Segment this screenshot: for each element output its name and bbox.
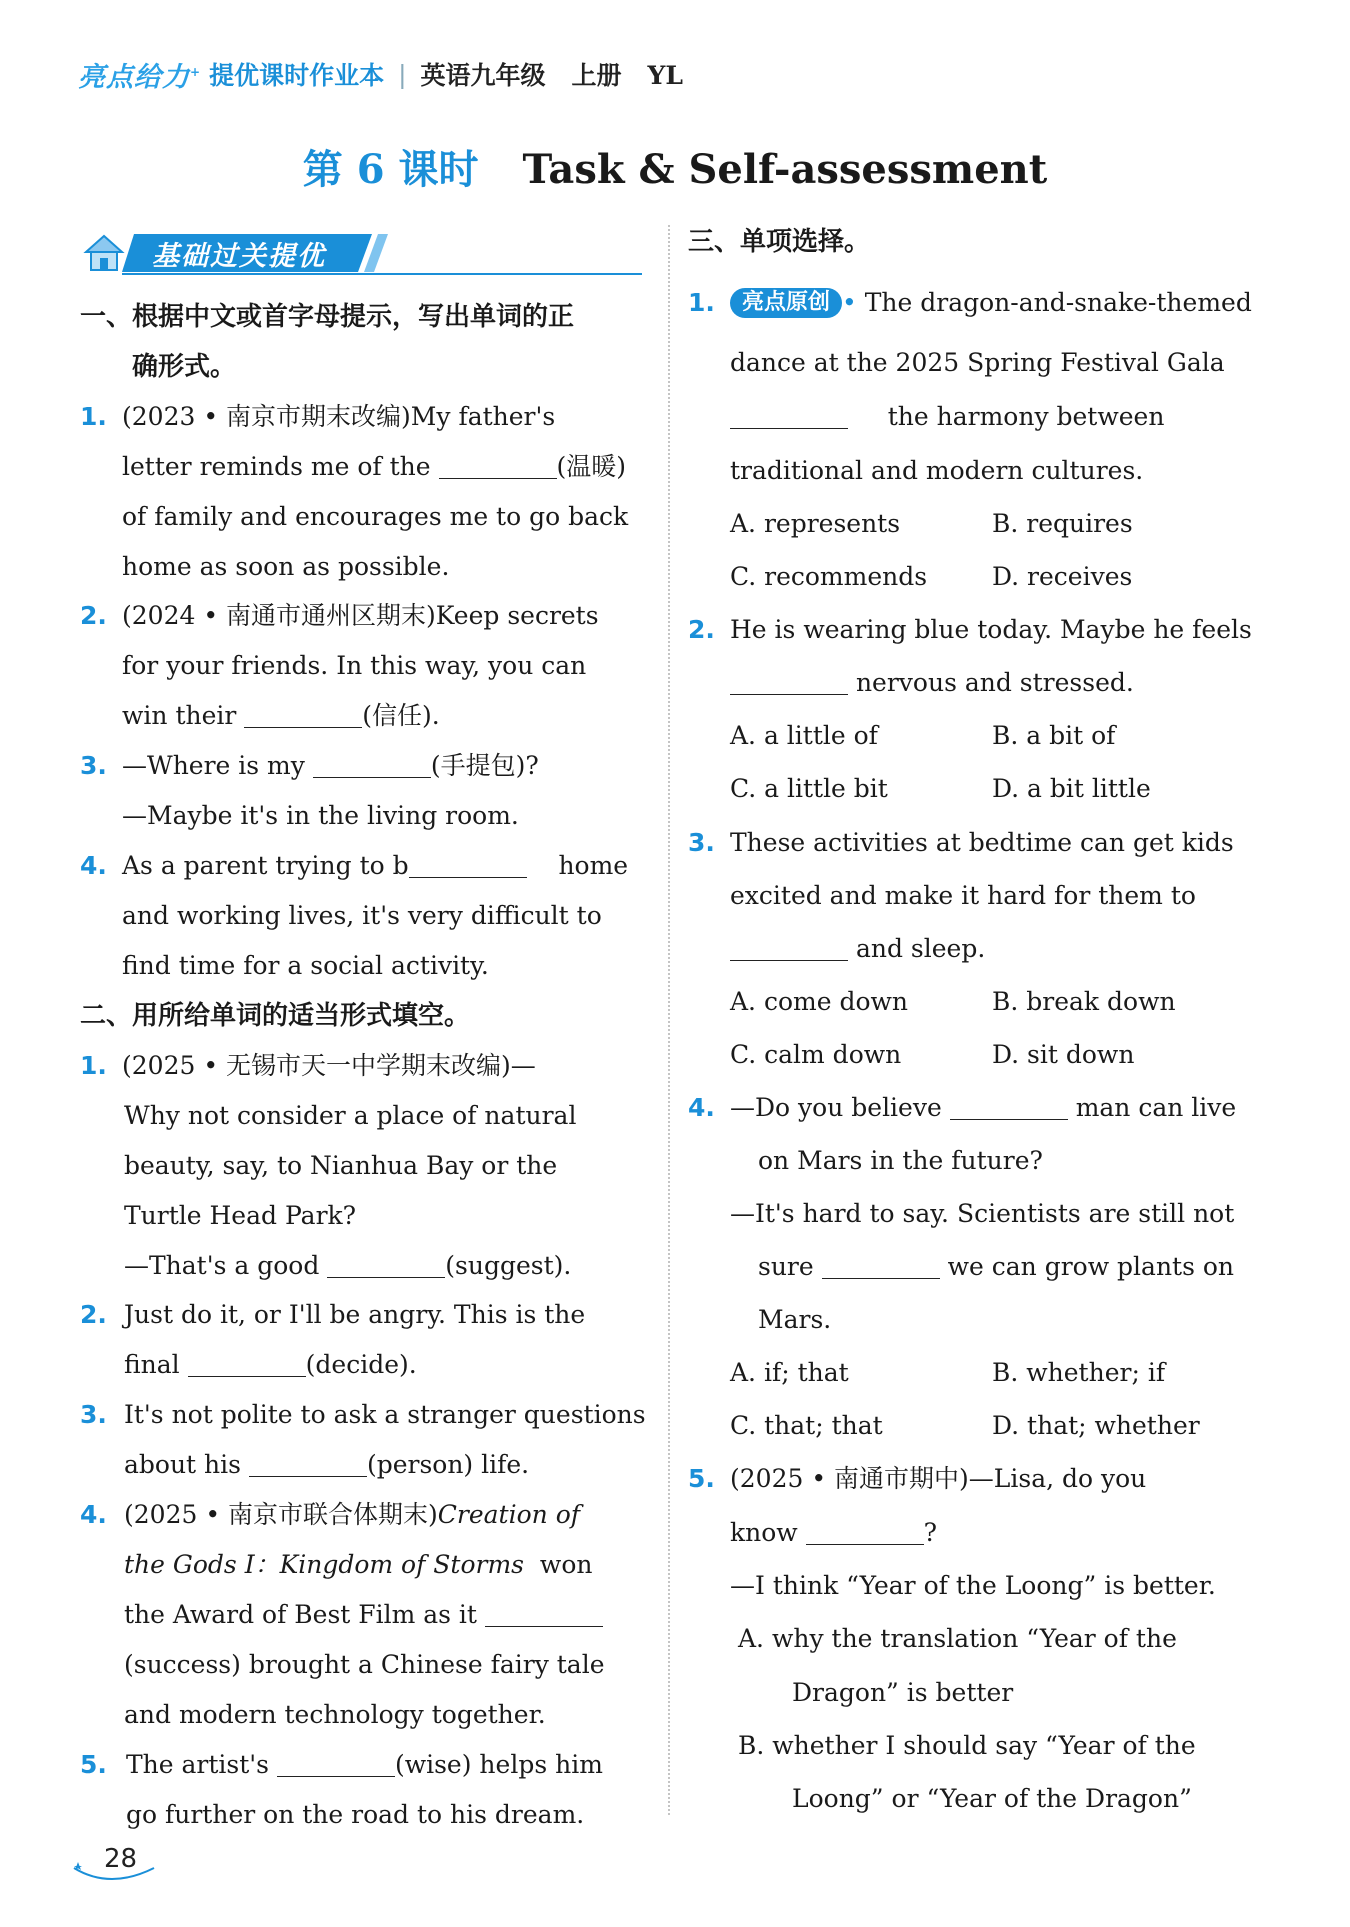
option-d[interactable]: D. sit down <box>992 1040 1135 1069</box>
question-text: dance at the 2025 Spring Festival Gala <box>730 348 1225 377</box>
question-text: of family and encourages me to go back <box>122 502 629 531</box>
answer-blank[interactable] <box>409 851 527 878</box>
section-3-heading: 三、单项选择。 <box>688 227 871 257</box>
page-number: 28 <box>104 1844 138 1874</box>
option-b[interactable]: B. whether I should say “Year of the <box>738 1731 1196 1760</box>
answer-blank[interactable] <box>806 1518 924 1545</box>
question-text: Just do it, or I'll be angry. This is the <box>124 1300 586 1329</box>
option-d[interactable]: D. receives <box>992 562 1133 591</box>
question-line: the harmony between <box>730 400 1164 434</box>
page-header <box>78 52 709 96</box>
question-number: 2. <box>688 615 715 644</box>
question-number: 3. <box>80 751 107 780</box>
option-d[interactable]: D. that; whether <box>992 1411 1200 1440</box>
question-text: —It's hard to say. Scientists are still not <box>730 1199 1235 1228</box>
option-c[interactable]: C. recommends <box>730 562 928 591</box>
answer-blank[interactable] <box>485 1600 603 1627</box>
question-number: 3. <box>688 828 715 857</box>
section-banner <box>82 230 642 276</box>
answer-blank[interactable] <box>730 934 848 961</box>
question-number: 3. <box>80 1400 107 1429</box>
lesson-number: 第 6 课时 <box>302 146 479 193</box>
section-1-heading: 一、根据中文或首字母提示，写出单词的正 <box>80 302 575 332</box>
option-a[interactable]: A. why the translation “Year of the <box>738 1624 1177 1653</box>
answer-blank[interactable] <box>327 1251 445 1278</box>
answer-blank[interactable] <box>188 1350 306 1377</box>
option-a-cont: Dragon” is better <box>792 1678 1014 1707</box>
question-text: (success) brought a Chinese fairy tale <box>124 1650 605 1679</box>
house-icon <box>86 236 122 270</box>
answer-blank[interactable] <box>244 701 362 728</box>
question-text: Why not consider a place of natural <box>124 1101 577 1130</box>
answer-blank[interactable] <box>249 1450 367 1477</box>
question-line: the Award of Best Film as it <box>124 1598 603 1632</box>
question-text: These activities at bedtime can get kids <box>730 828 1234 857</box>
question-text: (2025 • 南通市期中)—Lisa, do you <box>730 1464 1147 1493</box>
question-line: —Do you believe man can live <box>730 1093 1237 1122</box>
option-a[interactable]: A. if; that <box>730 1358 849 1387</box>
question-text: on Mars in the future? <box>758 1146 1043 1175</box>
brand-logo: 亮点给力+ <box>78 61 202 93</box>
original-badge: 亮点原创 <box>730 288 842 318</box>
question-text: He is wearing blue today. Maybe he feels <box>730 615 1252 644</box>
header-separator: | <box>398 59 407 89</box>
option-c[interactable]: C. that; that <box>730 1411 883 1440</box>
page-title <box>0 138 1350 195</box>
question-line: final (decide). <box>124 1350 417 1379</box>
question-number: 2. <box>80 1300 107 1329</box>
option-b[interactable]: B. requires <box>992 509 1133 538</box>
question-line: sure we can grow plants on <box>758 1252 1235 1281</box>
question-line: and sleep. <box>730 932 985 966</box>
question-number: 1. <box>80 402 107 431</box>
book-info: 英语九年级 上册 YL <box>420 61 683 90</box>
question-number: 4. <box>80 1500 107 1529</box>
question-line: (2025 • 南京市联合体期末)Creation of <box>124 1500 581 1529</box>
question-text: Mars. <box>758 1305 832 1334</box>
column-divider <box>668 225 670 1815</box>
option-a[interactable]: A. a little of <box>730 721 878 750</box>
answer-blank[interactable] <box>730 402 848 429</box>
banner-title: 基础过关提优 <box>152 241 326 272</box>
question-number: 5. <box>80 1750 107 1779</box>
option-b[interactable]: B. whether; if <box>992 1358 1166 1387</box>
answer-blank[interactable] <box>313 751 431 778</box>
question-text: and working lives, it's very difficult to <box>122 901 602 930</box>
question-text: (2025 • 无锡市天一中学期末改编)— <box>122 1051 536 1080</box>
answer-blank[interactable] <box>822 1252 940 1279</box>
question-number: 4. <box>80 851 107 880</box>
question-text: (2024 • 南通市通州区期末)Keep secrets <box>122 601 599 630</box>
question-number: 2. <box>80 601 107 630</box>
question-line: The artist's (wise) helps him <box>126 1750 603 1779</box>
question-text: —Maybe it's in the living room. <box>122 801 519 830</box>
question-text: find time for a social activity. <box>122 951 489 980</box>
question-line: nervous and stressed. <box>730 666 1134 700</box>
question-line: 亮点原创 • The dragon-and-snake-themed <box>730 286 1252 320</box>
answer-blank[interactable] <box>730 668 848 695</box>
question-text: excited and make it hard for them to <box>730 881 1196 910</box>
question-text: beauty, say, to Nianhua Bay or the <box>124 1151 558 1180</box>
section-2-heading: 二、用所给单词的适当形式填空。 <box>80 1001 471 1031</box>
option-a[interactable]: A. represents <box>730 509 901 538</box>
question-line: —Where is my (手提包)? <box>122 751 539 780</box>
option-b[interactable]: B. a bit of <box>992 721 1116 750</box>
question-text: (2023 • 南京市期末改编)My father's <box>122 402 556 431</box>
option-b-cont: Loong” or “Year of the Dragon” <box>792 1784 1192 1813</box>
question-line: —That's a good (suggest). <box>124 1251 572 1280</box>
answer-blank[interactable] <box>439 452 557 479</box>
answer-blank[interactable] <box>277 1750 395 1777</box>
option-d[interactable]: D. a bit little <box>992 774 1151 803</box>
question-text: traditional and modern cultures. <box>730 456 1144 485</box>
section-1-heading-cont: 确形式。 <box>132 352 237 382</box>
question-line: know ? <box>730 1518 938 1547</box>
question-number: 4. <box>688 1093 715 1122</box>
question-line: letter reminds me of the (温暖) <box>122 452 627 481</box>
lesson-topic: Task & Self-assessment <box>522 146 1048 193</box>
question-text: —I think “Year of the Loong” is better. <box>730 1571 1216 1600</box>
question-text: It's not polite to ask a stranger questions <box>124 1400 646 1429</box>
option-c[interactable]: C. a little bit <box>730 774 888 803</box>
question-line: win their (信任). <box>122 701 440 730</box>
question-number: 1. <box>688 288 715 317</box>
question-text: go further on the road to his dream. <box>126 1800 585 1829</box>
question-text: and modern technology together. <box>124 1700 546 1729</box>
question-number: 5. <box>688 1464 715 1493</box>
series-name: 提优课时作业本 <box>209 61 385 90</box>
question-text: for your friends. In this way, you can <box>122 651 587 680</box>
question-line: the Gods Ⅰ：Kingdom of Storms won <box>124 1550 593 1579</box>
question-number: 1. <box>80 1051 107 1080</box>
question-text: Turtle Head Park? <box>124 1201 357 1230</box>
option-c[interactable]: C. calm down <box>730 1040 902 1069</box>
question-line: about his (person) life. <box>124 1450 530 1479</box>
option-b[interactable]: B. break down <box>992 987 1176 1016</box>
question-text: home as soon as possible. <box>122 552 450 581</box>
option-a[interactable]: A. come down <box>730 987 909 1016</box>
question-line: As a parent trying to b home <box>122 851 629 880</box>
answer-blank[interactable] <box>950 1093 1068 1120</box>
